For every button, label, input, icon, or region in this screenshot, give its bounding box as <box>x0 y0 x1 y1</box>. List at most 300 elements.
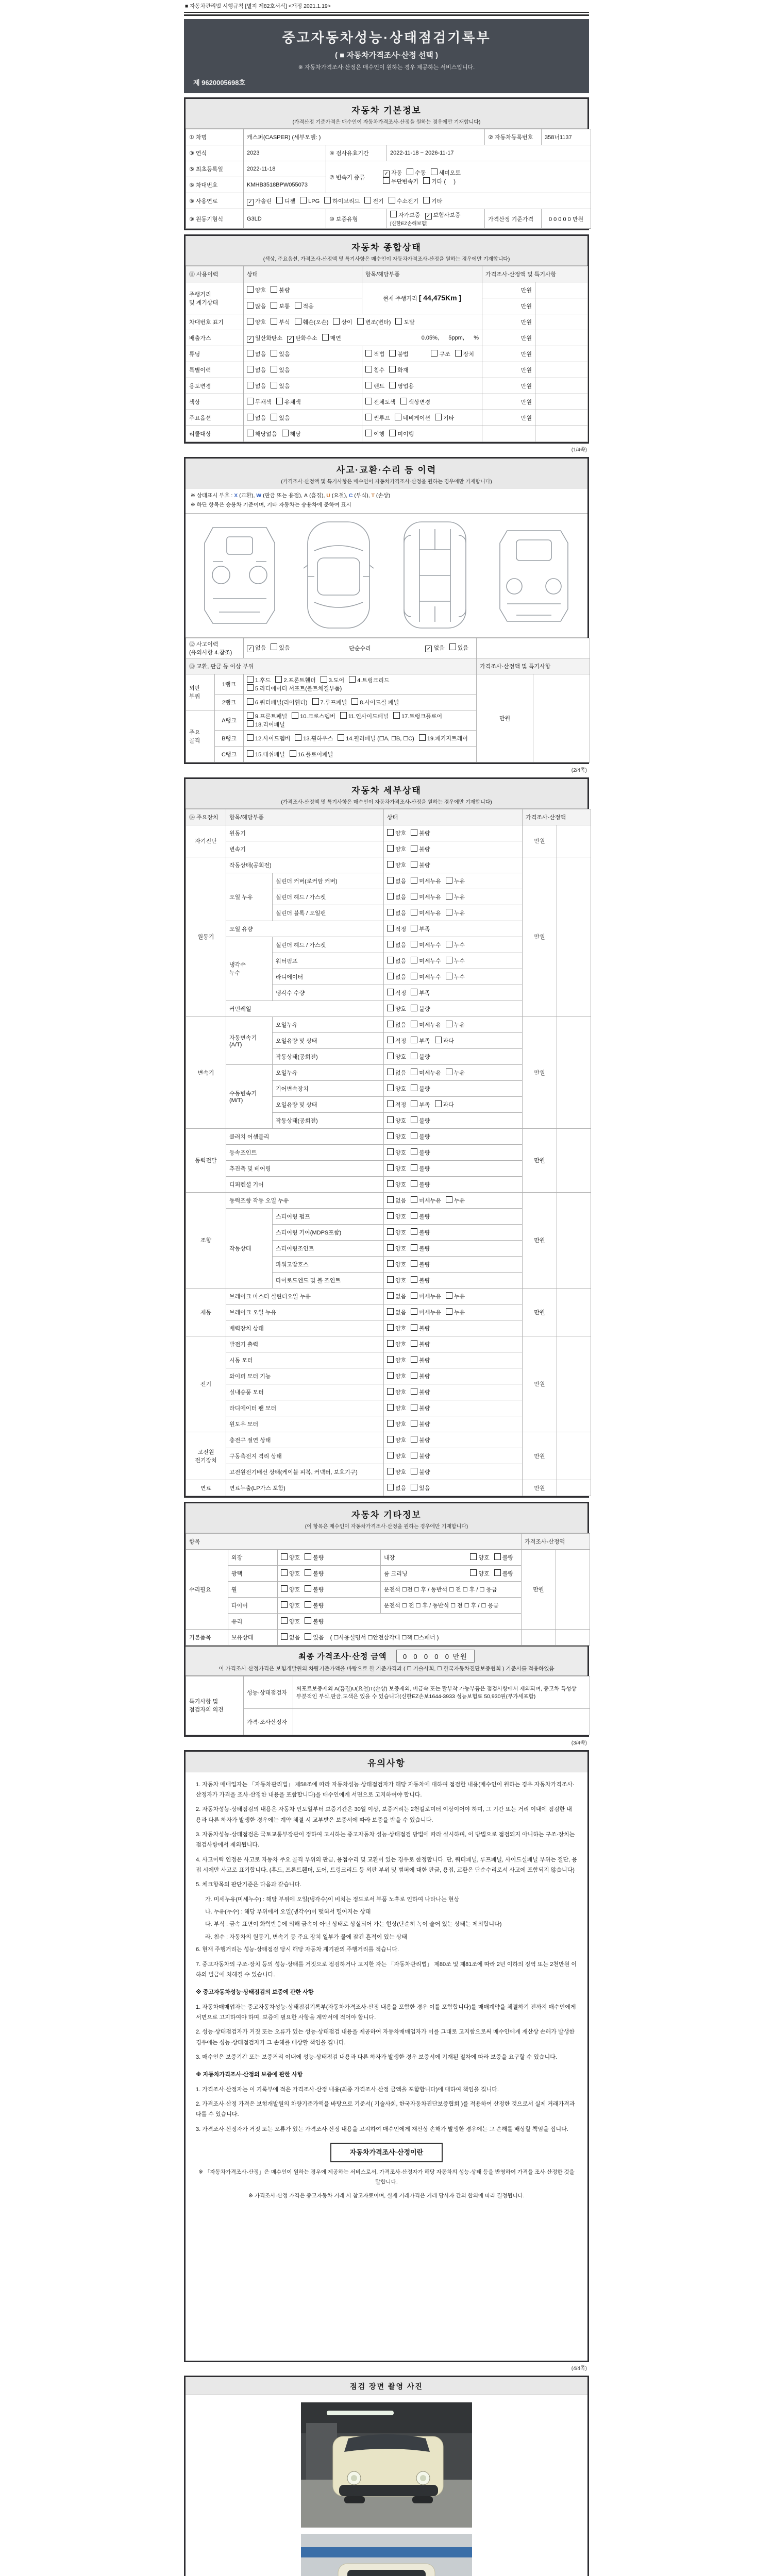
checkbox-option[interactable] <box>365 382 384 390</box>
checkbox[interactable] <box>446 909 452 916</box>
checkbox-option[interactable] <box>431 168 461 177</box>
checkbox-option[interactable] <box>292 712 335 720</box>
checkbox-option[interactable] <box>247 382 266 390</box>
checkbox-option[interactable] <box>387 1436 406 1444</box>
checkbox-option[interactable] <box>411 1452 430 1460</box>
checkbox-option[interactable] <box>411 1292 441 1300</box>
checkbox[interactable] <box>387 861 394 868</box>
checkbox-option[interactable] <box>387 1372 406 1380</box>
checkbox[interactable] <box>389 197 395 204</box>
checkbox[interactable] <box>387 1244 394 1251</box>
checkbox-option[interactable] <box>446 957 465 965</box>
checkbox-option[interactable] <box>411 1468 430 1476</box>
checkbox-option[interactable] <box>387 1084 406 1093</box>
checkbox-option[interactable] <box>411 1037 430 1045</box>
checkbox[interactable] <box>247 318 254 325</box>
checkbox-option[interactable] <box>247 676 271 684</box>
checkbox[interactable] <box>338 734 344 741</box>
checkbox-option[interactable] <box>247 286 266 294</box>
checkbox-option[interactable] <box>411 877 441 885</box>
checkbox[interactable] <box>275 676 282 683</box>
checkbox-option[interactable] <box>305 1585 324 1594</box>
checkbox[interactable] <box>411 1452 417 1459</box>
checkbox-option[interactable] <box>387 1340 406 1348</box>
checkbox[interactable] <box>411 1436 417 1443</box>
checkbox-option[interactable] <box>281 1617 300 1625</box>
checkbox-option[interactable] <box>387 1260 406 1268</box>
checkbox[interactable] <box>295 318 301 325</box>
checkbox[interactable] <box>271 366 277 372</box>
checkbox[interactable] <box>365 398 372 404</box>
checkbox[interactable] <box>247 430 254 436</box>
checkbox[interactable] <box>411 1037 417 1043</box>
checkbox[interactable] <box>365 366 372 372</box>
checkbox[interactable] <box>351 698 358 705</box>
checkbox[interactable] <box>271 350 277 357</box>
checkbox[interactable] <box>407 168 413 175</box>
checkbox-option[interactable] <box>387 1132 406 1141</box>
checkbox-option[interactable] <box>389 197 419 205</box>
checkbox[interactable] <box>395 318 402 325</box>
checkbox[interactable] <box>276 197 283 204</box>
checkbox[interactable] <box>387 1404 394 1411</box>
checkbox[interactable] <box>411 1388 417 1395</box>
checkbox[interactable] <box>411 1324 417 1331</box>
checkbox[interactable] <box>411 1053 417 1059</box>
checkbox-option[interactable] <box>387 909 406 917</box>
checkbox[interactable] <box>387 877 394 884</box>
checkbox-option[interactable] <box>411 1388 430 1396</box>
checkbox[interactable] <box>411 1164 417 1171</box>
checkbox-option[interactable] <box>411 1340 430 1348</box>
checkbox[interactable] <box>411 1244 417 1251</box>
checkbox-option[interactable] <box>365 398 396 406</box>
checkbox-option[interactable] <box>247 350 266 358</box>
checkbox-option[interactable] <box>425 211 461 219</box>
checkbox-option[interactable] <box>411 925 430 933</box>
checkbox[interactable] <box>340 712 347 719</box>
checkbox-option[interactable] <box>247 750 285 758</box>
checkbox[interactable] <box>411 1021 417 1027</box>
checkbox-option[interactable] <box>365 366 384 374</box>
checkbox-option[interactable] <box>411 1021 441 1029</box>
checkbox-option[interactable] <box>387 1021 406 1029</box>
checkbox-option[interactable] <box>271 318 290 326</box>
checkbox-option[interactable] <box>389 382 414 390</box>
checkbox-option[interactable] <box>411 1164 430 1173</box>
checkbox-option[interactable] <box>271 414 290 422</box>
checkbox-option[interactable] <box>275 676 315 684</box>
checkbox-option[interactable] <box>387 1324 406 1332</box>
checkbox-option[interactable] <box>281 1569 300 1578</box>
checkbox[interactable] <box>281 1633 288 1640</box>
checkbox[interactable] <box>387 1372 394 1379</box>
checkbox-option[interactable] <box>287 334 317 343</box>
checkbox-option[interactable] <box>321 676 344 684</box>
checkbox[interactable] <box>446 973 452 979</box>
checkbox[interactable] <box>387 1037 394 1043</box>
checkbox[interactable] <box>300 197 307 204</box>
checkbox-option[interactable] <box>276 398 301 406</box>
checkbox[interactable] <box>357 318 364 325</box>
checkbox-option[interactable] <box>387 845 406 853</box>
checkbox-option[interactable] <box>419 734 468 742</box>
checkbox-option[interactable] <box>305 1633 324 1641</box>
checkbox[interactable] <box>387 1324 394 1331</box>
checkbox-option[interactable] <box>446 893 465 901</box>
checkbox[interactable] <box>387 1276 394 1283</box>
checkbox[interactable] <box>411 845 417 852</box>
checkbox[interactable] <box>411 957 417 963</box>
checkbox[interactable] <box>312 698 319 705</box>
checkbox-option[interactable] <box>340 712 389 720</box>
checkbox-option[interactable] <box>387 1196 406 1205</box>
checkbox-option[interactable] <box>387 989 406 997</box>
checkbox-option[interactable] <box>411 1308 441 1316</box>
checkbox-option[interactable] <box>387 973 406 981</box>
checkbox-option[interactable] <box>281 1553 300 1562</box>
checkbox[interactable] <box>395 414 401 420</box>
checkbox[interactable] <box>411 861 417 868</box>
checkbox-option[interactable] <box>324 197 360 205</box>
checkbox[interactable] <box>411 1260 417 1267</box>
checkbox[interactable] <box>349 676 356 683</box>
checkbox-option[interactable] <box>387 1116 406 1125</box>
checkbox-option[interactable] <box>411 1196 441 1205</box>
checkbox-option[interactable] <box>411 1116 430 1125</box>
checkbox-option[interactable] <box>387 1484 406 1492</box>
checkbox[interactable] <box>247 366 254 372</box>
checkbox[interactable] <box>387 909 394 916</box>
checkbox[interactable] <box>387 1228 394 1235</box>
checkbox[interactable] <box>411 1228 417 1235</box>
checkbox[interactable] <box>387 1340 394 1347</box>
checkbox[interactable] <box>281 1569 288 1576</box>
checkbox[interactable] <box>411 877 417 884</box>
checkbox-option[interactable] <box>247 318 266 326</box>
checkbox-option[interactable] <box>395 414 430 422</box>
checkbox[interactable] <box>419 734 426 741</box>
checkbox-option[interactable] <box>435 414 454 422</box>
checkbox[interactable] <box>292 712 298 719</box>
checkbox-option[interactable] <box>435 1100 454 1109</box>
checkbox[interactable] <box>411 1116 417 1123</box>
checkbox-option[interactable] <box>389 350 408 358</box>
checkbox-option[interactable] <box>295 302 314 310</box>
checkbox-option[interactable] <box>411 957 441 965</box>
checkbox-option[interactable] <box>411 893 441 901</box>
checkbox[interactable] <box>411 941 417 947</box>
checkbox[interactable] <box>387 1021 394 1027</box>
checkbox-option[interactable] <box>411 1148 430 1157</box>
checkbox[interactable] <box>305 1569 311 1576</box>
checkbox[interactable] <box>383 177 390 184</box>
checkbox[interactable] <box>247 684 254 691</box>
checkbox-option[interactable] <box>305 1553 324 1562</box>
checkbox[interactable] <box>400 398 407 404</box>
checkbox[interactable] <box>411 1404 417 1411</box>
checkbox-option[interactable] <box>387 861 406 869</box>
checked-checkbox[interactable]: ✓ <box>425 646 432 652</box>
checkbox-option[interactable] <box>387 1053 406 1061</box>
checkbox-option[interactable] <box>411 1084 430 1093</box>
checkbox-option[interactable] <box>407 168 426 177</box>
checkbox[interactable] <box>423 177 430 184</box>
checkbox[interactable] <box>435 414 442 420</box>
checkbox-option[interactable] <box>387 1420 406 1428</box>
checkbox[interactable] <box>470 1569 477 1576</box>
checkbox[interactable] <box>387 1132 394 1139</box>
checkbox-option[interactable] <box>387 925 406 933</box>
checkbox[interactable] <box>449 643 456 650</box>
checkbox[interactable] <box>247 720 254 727</box>
checkbox[interactable] <box>387 1116 394 1123</box>
checkbox-option[interactable] <box>295 318 329 326</box>
checkbox-option[interactable] <box>494 1553 513 1562</box>
checkbox[interactable] <box>247 414 254 420</box>
checkbox-option[interactable] <box>387 877 406 885</box>
checkbox-option[interactable] <box>411 1228 430 1236</box>
checkbox[interactable] <box>446 1308 452 1315</box>
checkbox-option[interactable] <box>425 643 444 652</box>
checked-checkbox[interactable]: ✓ <box>287 336 294 343</box>
checkbox[interactable] <box>389 350 396 357</box>
checkbox[interactable] <box>411 829 417 836</box>
checked-checkbox[interactable]: ✓ <box>425 213 432 219</box>
checkbox-option[interactable] <box>295 734 333 742</box>
checkbox[interactable] <box>387 1260 394 1267</box>
checkbox[interactable] <box>411 1484 417 1490</box>
checkbox[interactable] <box>282 430 289 436</box>
checkbox-option[interactable] <box>411 1436 430 1444</box>
checkbox-option[interactable] <box>247 698 308 706</box>
checkbox-option[interactable] <box>364 197 383 205</box>
checkbox-option[interactable] <box>446 1292 465 1300</box>
checkbox[interactable] <box>387 1484 394 1490</box>
checkbox-option[interactable] <box>390 211 421 219</box>
checkbox[interactable] <box>411 1084 417 1091</box>
checkbox-option[interactable] <box>247 643 266 652</box>
checkbox[interactable] <box>411 1132 417 1139</box>
checkbox[interactable] <box>387 1452 394 1459</box>
checkbox[interactable] <box>290 750 296 757</box>
checkbox[interactable] <box>387 829 394 836</box>
checkbox-option[interactable] <box>411 1244 430 1252</box>
checkbox[interactable] <box>247 712 254 719</box>
checkbox-option[interactable] <box>333 318 352 326</box>
checkbox-option[interactable] <box>365 430 384 438</box>
checkbox[interactable] <box>333 318 340 325</box>
checkbox-option[interactable] <box>271 366 290 374</box>
checkbox-option[interactable] <box>387 1228 406 1236</box>
checkbox[interactable] <box>247 734 254 741</box>
checkbox[interactable] <box>411 909 417 916</box>
checkbox-option[interactable] <box>247 197 272 206</box>
checkbox[interactable] <box>364 197 371 204</box>
checkbox[interactable] <box>247 676 254 683</box>
checkbox-option[interactable] <box>247 414 266 422</box>
checkbox-option[interactable] <box>446 1021 465 1029</box>
checkbox[interactable] <box>387 1292 394 1299</box>
checkbox[interactable] <box>276 398 283 404</box>
checkbox[interactable] <box>411 1148 417 1155</box>
checkbox-option[interactable] <box>276 197 295 205</box>
checkbox[interactable] <box>387 1100 394 1107</box>
checkbox-option[interactable] <box>387 1212 406 1221</box>
checkbox[interactable] <box>305 1633 311 1640</box>
checkbox[interactable] <box>389 430 396 436</box>
checkbox-option[interactable] <box>446 1196 465 1205</box>
checkbox-option[interactable] <box>247 302 266 310</box>
checkbox[interactable] <box>411 1372 417 1379</box>
checkbox-option[interactable] <box>446 941 465 949</box>
checkbox-option[interactable] <box>338 734 414 742</box>
checkbox[interactable] <box>365 350 372 357</box>
checkbox[interactable] <box>387 989 394 995</box>
checkbox-option[interactable] <box>411 909 441 917</box>
checkbox-option[interactable] <box>395 318 414 326</box>
checkbox[interactable] <box>390 211 397 217</box>
checkbox-option[interactable] <box>247 734 290 742</box>
checkbox[interactable] <box>387 1212 394 1219</box>
checkbox[interactable] <box>411 973 417 979</box>
checkbox[interactable] <box>423 197 430 204</box>
checkbox[interactable] <box>387 925 394 931</box>
checkbox-option[interactable] <box>247 366 266 374</box>
checkbox[interactable] <box>271 414 277 420</box>
checkbox-option[interactable] <box>365 350 384 358</box>
checkbox-option[interactable] <box>455 350 474 358</box>
checkbox[interactable] <box>435 1100 442 1107</box>
checkbox-option[interactable] <box>411 1484 430 1492</box>
checkbox[interactable] <box>305 1601 311 1608</box>
checkbox-option[interactable] <box>387 1404 406 1412</box>
checkbox-option[interactable] <box>271 350 290 358</box>
checkbox-option[interactable] <box>411 1005 430 1013</box>
checkbox[interactable] <box>271 643 277 650</box>
checkbox-option[interactable] <box>449 643 468 652</box>
checkbox-option[interactable] <box>271 382 290 390</box>
checkbox-option[interactable] <box>435 1037 454 1045</box>
checkbox-option[interactable] <box>411 1100 430 1109</box>
checkbox-option[interactable] <box>411 1356 430 1364</box>
checkbox-option[interactable] <box>271 643 290 652</box>
checkbox-option[interactable] <box>411 829 430 837</box>
checkbox[interactable] <box>387 1053 394 1059</box>
checkbox-option[interactable] <box>446 973 465 981</box>
checkbox[interactable] <box>247 750 254 757</box>
checkbox-option[interactable] <box>411 1069 441 1077</box>
checkbox-option[interactable] <box>387 1164 406 1173</box>
checkbox-option[interactable] <box>387 1180 406 1189</box>
checkbox[interactable] <box>281 1553 288 1560</box>
checkbox-option[interactable] <box>446 1069 465 1077</box>
checkbox[interactable] <box>387 893 394 900</box>
checkbox-option[interactable] <box>411 973 441 981</box>
checkbox[interactable] <box>411 1292 417 1299</box>
checkbox[interactable] <box>365 430 372 436</box>
checkbox[interactable] <box>387 1468 394 1475</box>
checkbox-option[interactable] <box>387 1148 406 1157</box>
checkbox-option[interactable] <box>357 318 391 326</box>
checkbox[interactable] <box>411 1340 417 1347</box>
checkbox-option[interactable] <box>423 197 442 205</box>
checkbox[interactable] <box>446 1069 452 1075</box>
checkbox-option[interactable] <box>387 1276 406 1284</box>
checkbox[interactable] <box>387 1420 394 1427</box>
checkbox-option[interactable] <box>349 676 389 684</box>
checkbox-option[interactable] <box>387 893 406 901</box>
checkbox[interactable] <box>247 382 254 388</box>
checkbox[interactable] <box>446 1292 452 1299</box>
checkbox-option[interactable] <box>387 941 406 949</box>
checkbox-option[interactable] <box>411 861 430 869</box>
checkbox-option[interactable] <box>411 1053 430 1061</box>
checkbox-option[interactable] <box>494 1569 513 1578</box>
checkbox[interactable] <box>387 1005 394 1011</box>
checkbox[interactable] <box>387 1308 394 1315</box>
checkbox[interactable] <box>393 712 400 719</box>
checkbox-option[interactable] <box>470 1569 489 1578</box>
checkbox-option[interactable] <box>282 430 301 438</box>
checkbox[interactable] <box>247 698 254 705</box>
checkbox[interactable] <box>411 1100 417 1107</box>
checkbox[interactable] <box>455 350 462 357</box>
checkbox-option[interactable] <box>312 698 347 706</box>
checkbox[interactable] <box>295 302 301 309</box>
checkbox-option[interactable] <box>247 684 342 692</box>
checkbox[interactable] <box>387 973 394 979</box>
checkbox[interactable] <box>387 1436 394 1443</box>
checkbox-option[interactable] <box>387 1468 406 1476</box>
checkbox[interactable] <box>470 1553 477 1560</box>
checkbox[interactable] <box>247 398 254 404</box>
checkbox[interactable] <box>411 893 417 900</box>
checkbox[interactable] <box>305 1617 311 1624</box>
checkbox[interactable] <box>387 1180 394 1187</box>
checkbox[interactable] <box>411 1468 417 1475</box>
checkbox-option[interactable] <box>271 302 290 310</box>
checkbox-option[interactable] <box>411 845 430 853</box>
checkbox-option[interactable] <box>411 1132 430 1141</box>
checkbox-option[interactable] <box>305 1569 324 1578</box>
checkbox[interactable] <box>411 1356 417 1363</box>
checkbox-option[interactable] <box>290 750 333 758</box>
checkbox[interactable] <box>387 1356 394 1363</box>
checkbox[interactable] <box>411 1196 417 1203</box>
checkbox[interactable] <box>494 1553 501 1560</box>
checkbox[interactable] <box>271 318 277 325</box>
checkbox-option[interactable] <box>271 286 290 294</box>
checkbox-option[interactable] <box>281 1601 300 1609</box>
checkbox-option[interactable] <box>247 334 282 343</box>
checkbox[interactable] <box>271 302 277 309</box>
checkbox-option[interactable] <box>365 414 390 422</box>
checkbox-option[interactable] <box>383 177 418 185</box>
checkbox[interactable] <box>387 1084 394 1091</box>
checkbox-option[interactable] <box>387 829 406 837</box>
checkbox[interactable] <box>494 1569 501 1576</box>
checkbox[interactable] <box>446 877 452 884</box>
checkbox[interactable] <box>247 286 254 293</box>
checkbox-option[interactable] <box>389 430 414 438</box>
checked-checkbox[interactable]: ✓ <box>383 171 390 177</box>
checkbox-option[interactable] <box>281 1585 300 1594</box>
checkbox[interactable] <box>411 1420 417 1427</box>
checked-checkbox[interactable]: ✓ <box>247 646 254 652</box>
checkbox[interactable] <box>387 957 394 963</box>
checkbox-option[interactable] <box>431 350 450 358</box>
